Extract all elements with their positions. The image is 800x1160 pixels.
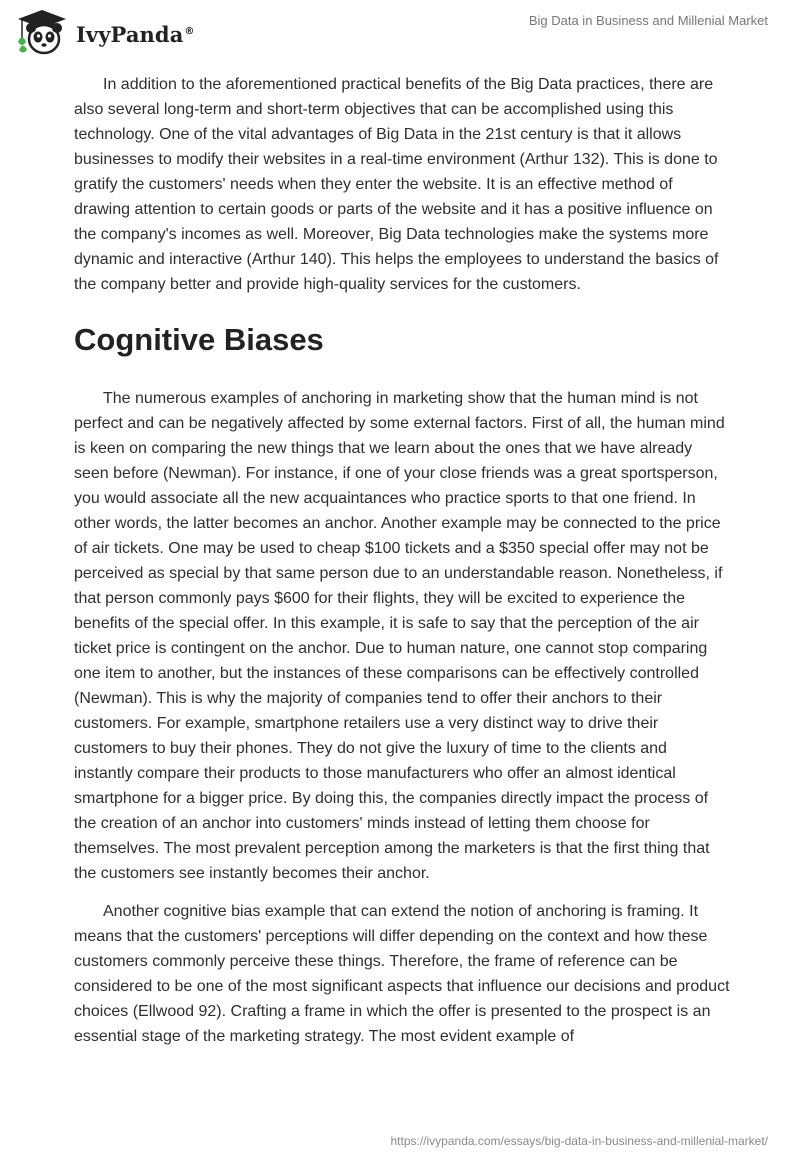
section-heading: Cognitive Biases — [74, 322, 324, 357]
panda-graduate-icon — [14, 8, 70, 56]
paragraph-3: Another cognitive bias example that can extend the notion of anchoring is framing. It means that the customers' perceptions will differ depending on the context and how these customers commonly perceive these things. Therefore, the frame of reference can be considered to be one of the most significant aspects that influence our decisions and product choices (Ellwood 92). Crafting a frame in which the offer is presented to the prospect is an essential stage of the marketing strategy. The most evident example of — [74, 903, 730, 1045]
page-header — [0, 0, 800, 70]
ivypanda-logo[interactable] — [14, 8, 195, 56]
registered-mark: ® — [184, 25, 195, 37]
source-url[interactable]: https://ivypanda.com/essays/big-data-in-business-and-millenial-market/ — [390, 1134, 768, 1148]
document-title: Big Data in Business and Millenial Market — [528, 13, 768, 28]
essay-content — [74, 72, 730, 1049]
paragraph-1: In addition to the aforementioned practical benefits of the Big Data practices, there are also several long-term and short-term objectives that can be accomplished using this technology. One of the vital advantages of Big Data in the 21st century is that it allows businesses to modify their websites in a real-time environment (Arthur 132). This is done to gratify the customers' needs when they enter the website. It is an effective method of drawing attention to certain goods or parts of the website and it has a positive influence on the company's incomes as well. Moreover, Big Data technologies make the systems more dynamic and interactive (Arthur 140). This helps the employees to understand the basics of the company better and provide high-quality services for the customers. — [74, 76, 719, 293]
paragraph-2: The numerous examples of anchoring in marketing show that the human mind is not perfect and can be negatively affected by some external factors. First of all, the human mind is keen on comparing the new things that we learn about the ones that we have already seen before (Newman). For instance, if one of your close friends was a great sportsperson, you would associate all the new acquaintances who practice sports to that one friend. In other words, the latter becomes an anchor. Another example may be connected to the price of air tickets. One may be used to cheap $100 tickets and a $350 special offer may not be perceived as special by that same person due to an understandable reason. Nonetheless, if that person commonly pays $600 for their flights, they will be excited to experience the benefits of the special offer. In this example, it is safe to say that the perception of the air ticket price is contingent on the anchor. Due to human nature, one cannot stop comparing one item to another, but the instances of these comparisons can be effectively controlled (Newman). This is why the majority of companies tend to offer their anchors to their customers. For example, smartphone retailers use a very distinct way to drive their customers to buy their phones. They do not give the luxury of time to the clients and instantly compare their products to those manufacturers who offer an almost identical smartphone for a bigger price. By doing this, the companies directly impact the process of the creation of an anchor into customers' minds instead of letting them choose for themselves. The most prevalent perception among the marketers is that the first thing that the customers see instantly becomes their anchor. — [74, 390, 725, 882]
brand-name: IvyPanda® — [76, 21, 195, 47]
